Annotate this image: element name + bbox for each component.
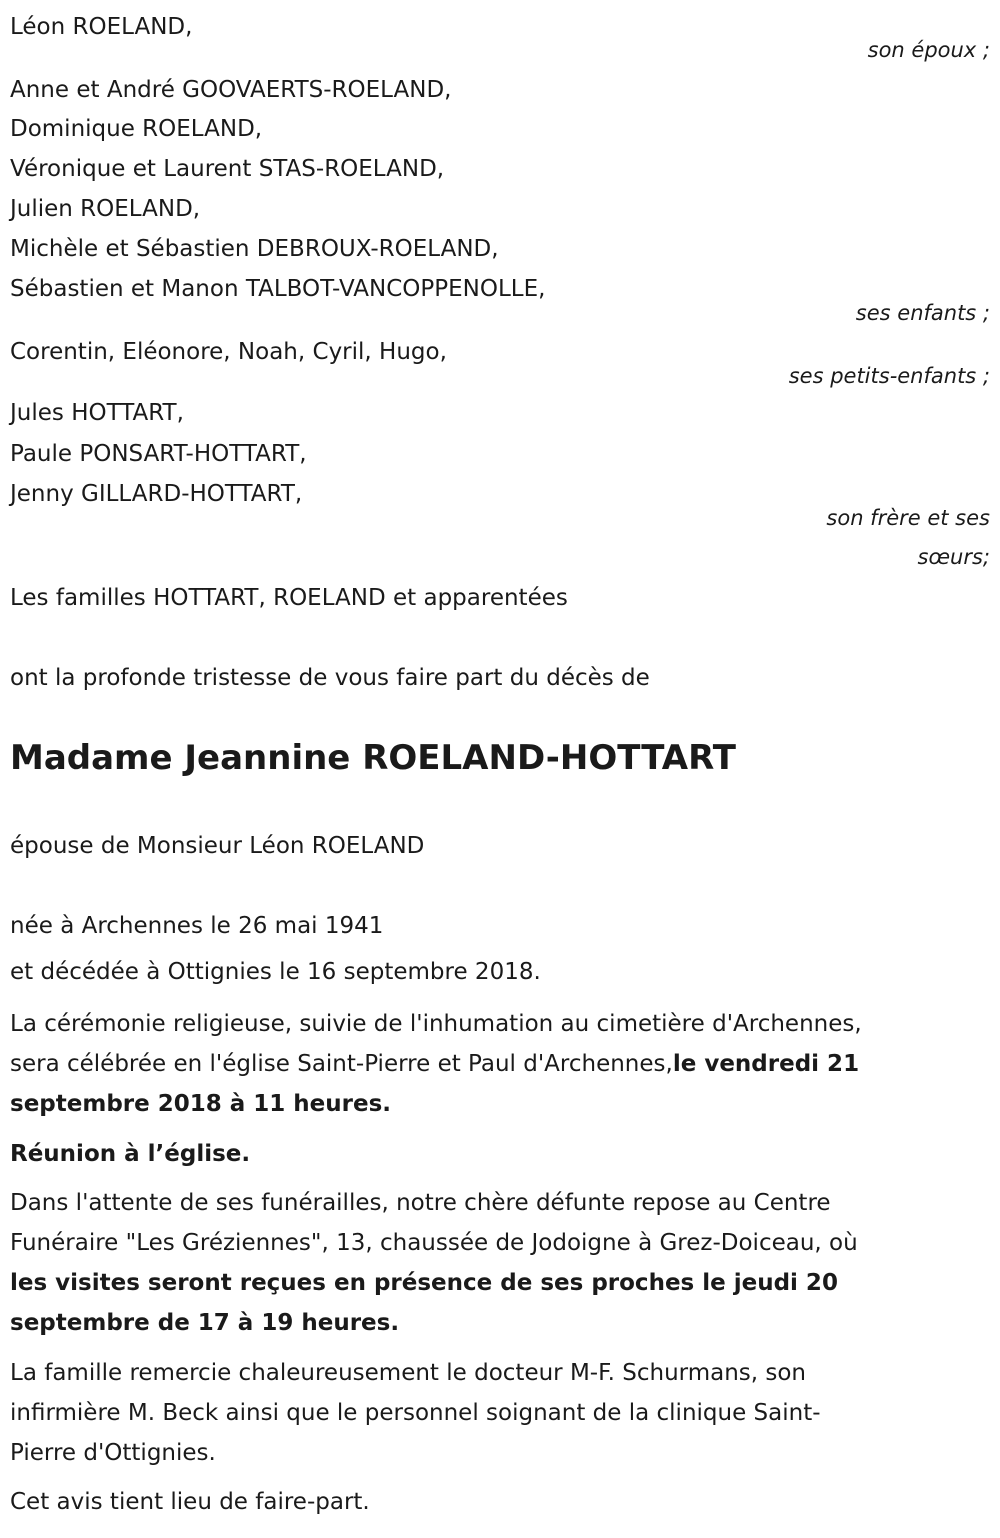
- visits-schedule: [10, 1268, 838, 1298]
- ceremony-text: [10, 1049, 859, 1079]
- meeting-text: Réunion à l’église.: [10, 1141, 251, 1167]
- spouse-of: épouse de Monsieur Léon ROELAND: [10, 833, 425, 859]
- visits-text: Funéraire "Les Gréziennes", 13, chaussée de Jodoigne à Grez-Doiceau, où: [10, 1230, 858, 1256]
- grandchildren-names: Corentin, Eléonore, Noah, Cyril, Hugo,: [10, 339, 447, 365]
- death-info: et décédée à Ottignies le 16 septembre 2018.: [10, 959, 541, 985]
- visits-schedule-text: septembre de 17 à 19 heures.: [10, 1310, 400, 1336]
- spouse-name: Léon ROELAND,: [10, 14, 193, 40]
- ceremony-location: sera célébrée en l'église Saint-Pierre et Paul d'Archennes,: [10, 1051, 673, 1077]
- ceremony-time: [10, 1089, 391, 1119]
- siblings-label: son frère et ses: [826, 506, 990, 530]
- ceremony-date: le vendredi 21: [672, 1051, 860, 1077]
- child-name: Dominique ROELAND,: [10, 116, 263, 142]
- grandchildren-label: ses petits-enfants ;: [788, 364, 990, 388]
- spouse-label: son époux ;: [867, 38, 990, 62]
- child-name: Michèle et Sébastien DEBROUX-ROELAND,: [10, 236, 499, 262]
- meeting: [10, 1139, 250, 1169]
- siblings-label: sœurs;: [917, 545, 990, 569]
- thanks-text: infirmière M. Beck ainsi que le personnel soignant de la clinique Saint-: [10, 1400, 821, 1426]
- thanks-text: La famille remercie chaleureusement le docteur M-F. Schurmans, son: [10, 1360, 807, 1386]
- child-name: Julien ROELAND,: [10, 196, 201, 222]
- families: Les familles HOTTART, ROELAND et apparentées: [10, 585, 568, 611]
- child-name: Anne et André GOOVAERTS-ROELAND,: [10, 77, 452, 103]
- ceremony-text: La cérémonie religieuse, suivie de l'inhumation au cimetière d'Archennes,: [10, 1011, 862, 1037]
- deceased-name: Madame Jeannine ROELAND-HOTTART: [10, 738, 736, 778]
- visits-schedule: [10, 1308, 399, 1338]
- child-name: Véronique et Laurent STAS-ROELAND,: [10, 156, 445, 182]
- closing-note: Cet avis tient lieu de faire-part.: [10, 1489, 370, 1515]
- announcement: ont la profonde tristesse de vous faire part du décès de: [10, 665, 650, 691]
- children-label: ses enfants ;: [855, 301, 990, 325]
- child-name: Sébastien et Manon TALBOT-VANCOPPENOLLE,: [10, 276, 546, 302]
- birth-info: née à Archennes le 26 mai 1941: [10, 913, 384, 939]
- sibling-name: Jules HOTTART,: [10, 400, 184, 426]
- sibling-name: Jenny GILLARD-HOTTART,: [10, 481, 303, 507]
- visits-text: Dans l'attente de ses funérailles, notre chère défunte repose au Centre: [10, 1190, 831, 1216]
- visits-schedule-text: les visites seront reçues en présence de ses proches le jeudi 20: [10, 1270, 838, 1296]
- sibling-name: Paule PONSART-HOTTART,: [10, 441, 307, 467]
- ceremony-time-text: septembre 2018 à 11 heures.: [10, 1091, 392, 1117]
- thanks-text: Pierre d'Ottignies.: [10, 1440, 216, 1466]
